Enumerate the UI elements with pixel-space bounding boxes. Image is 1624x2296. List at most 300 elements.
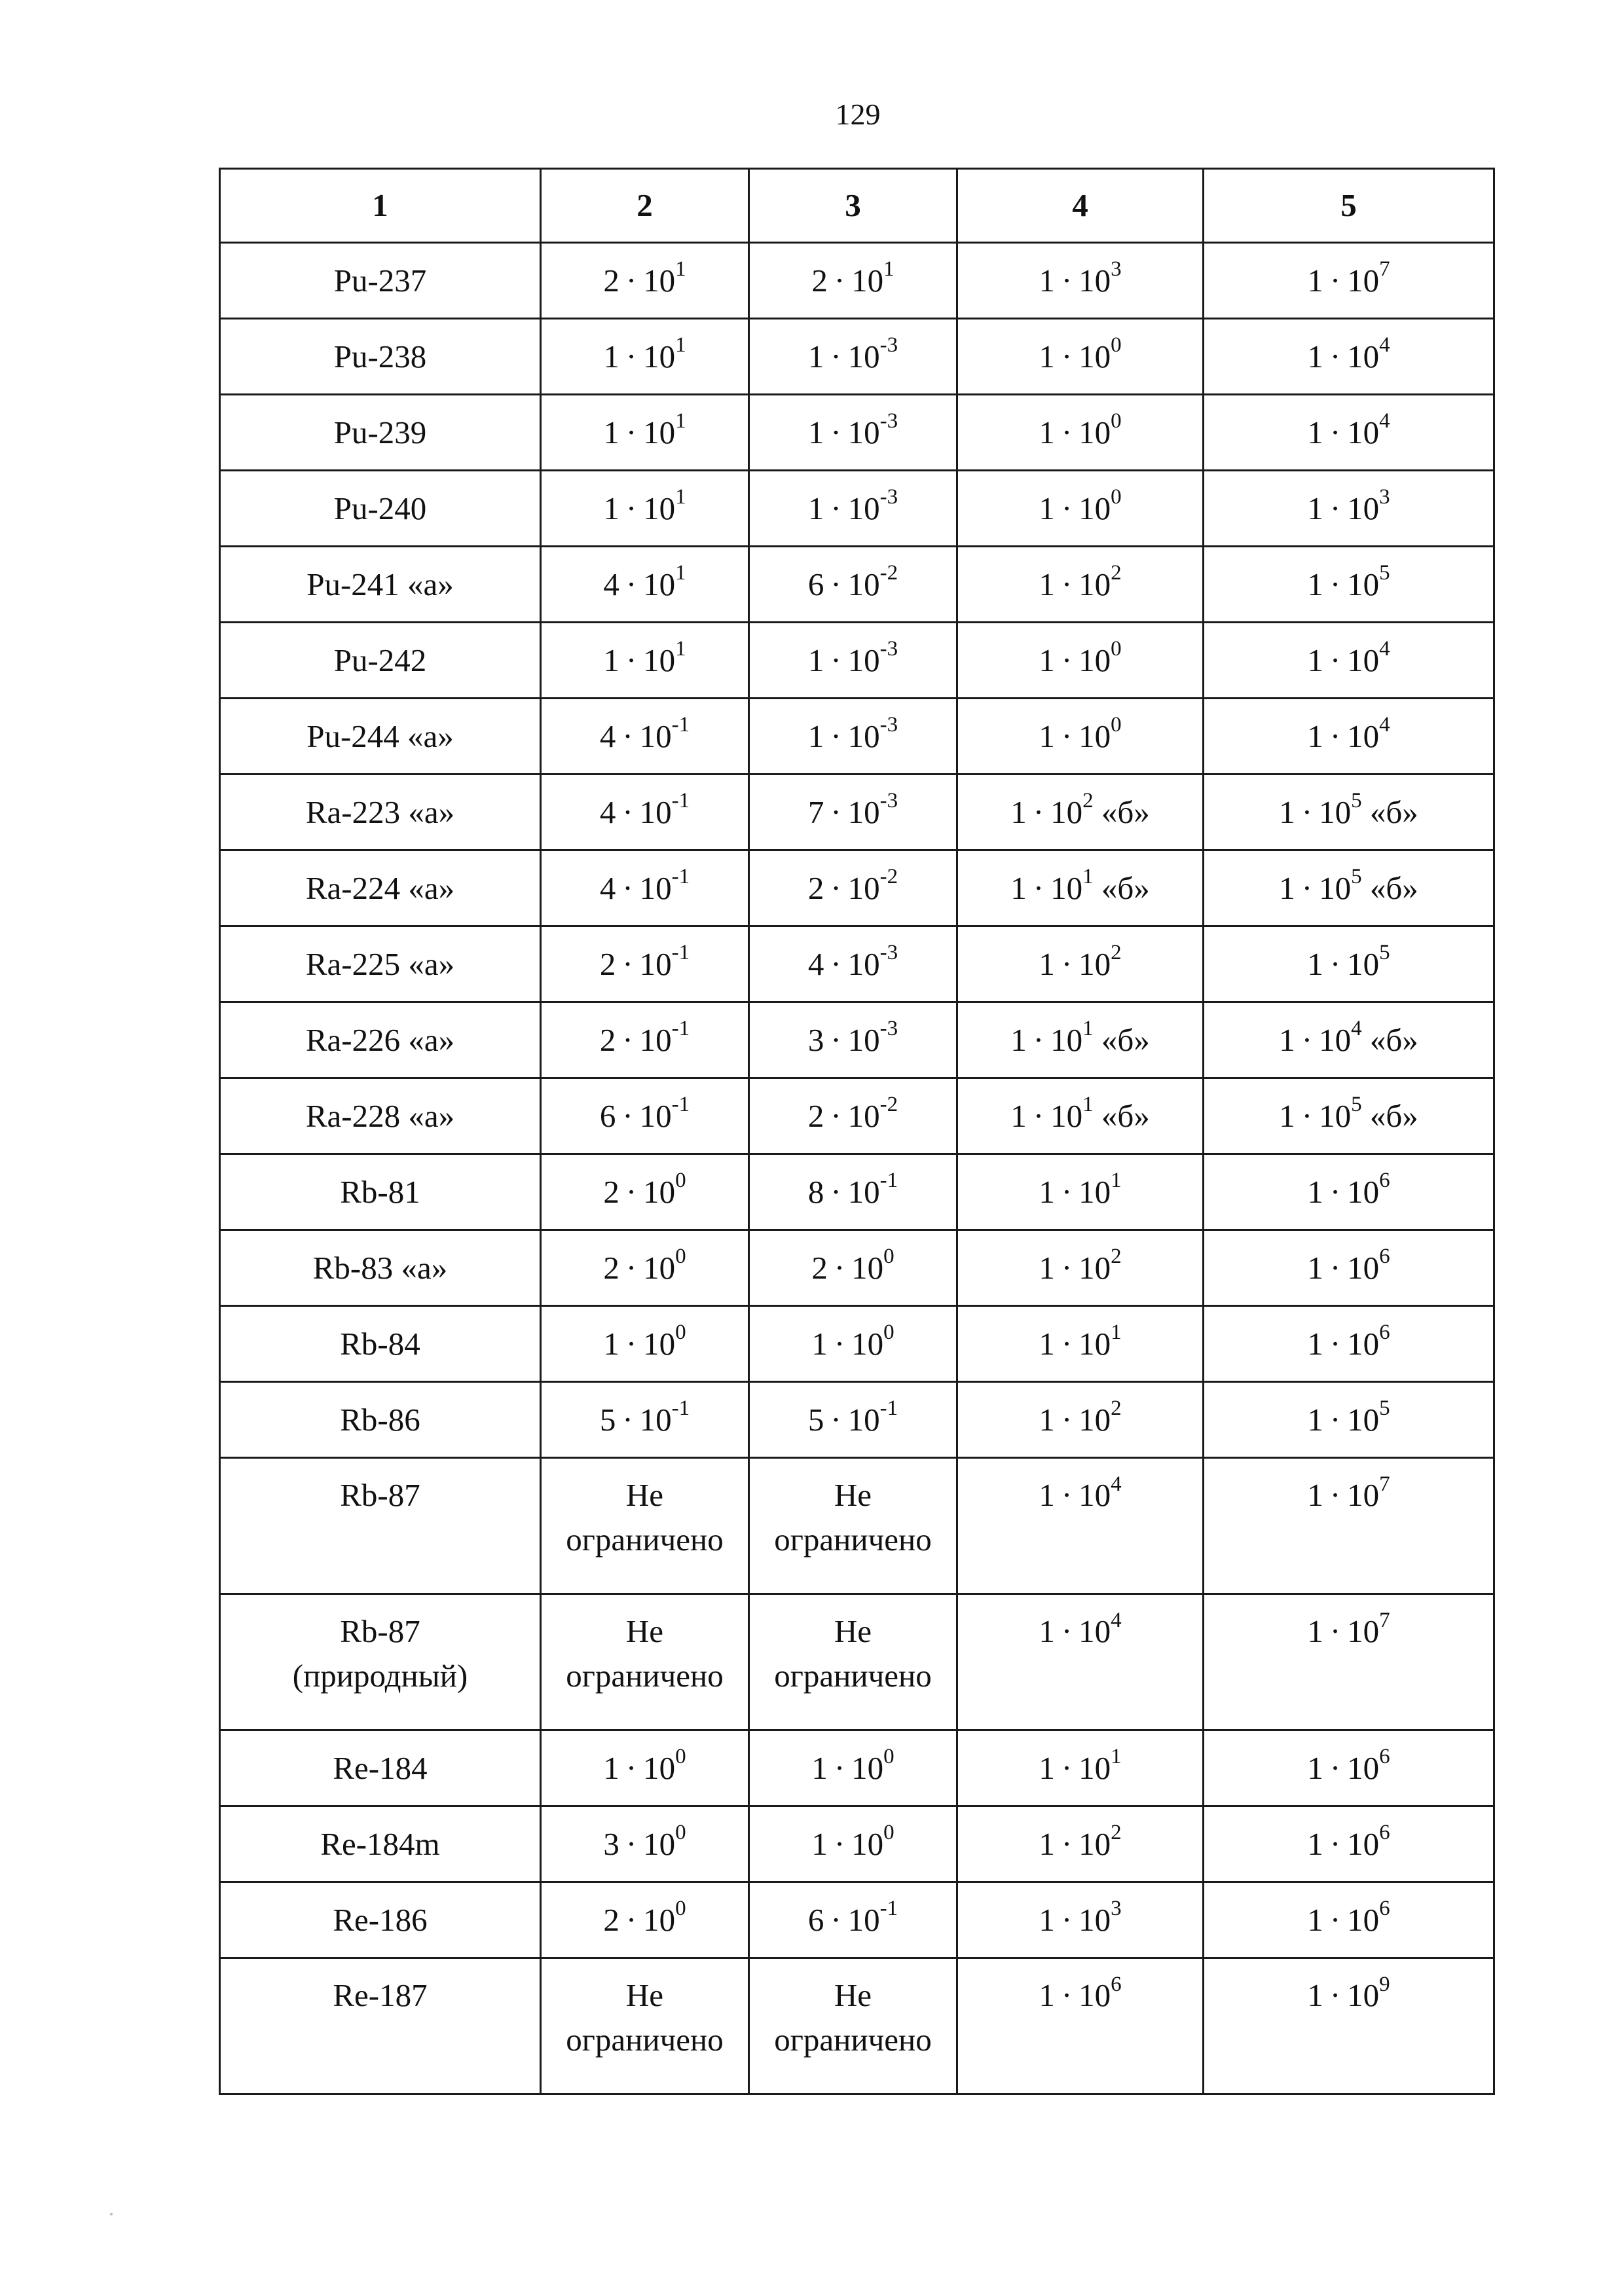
scientific-value bbox=[1307, 335, 1390, 379]
scientific-value bbox=[1039, 1322, 1121, 1366]
value-cell-col-2 bbox=[541, 243, 749, 319]
base-ten: 10 bbox=[1347, 1325, 1380, 1362]
scientific-value bbox=[1307, 259, 1390, 303]
nuclide-name: Rb-84 bbox=[340, 1325, 420, 1362]
value-cell-col-5 bbox=[1204, 1806, 1494, 1882]
value-cell-col-2 bbox=[541, 1154, 749, 1230]
multiplication-dot: · bbox=[830, 338, 841, 374]
scientific-value bbox=[808, 714, 898, 759]
multiplication-dot: · bbox=[622, 1097, 633, 1134]
value-cell-col-3 bbox=[749, 1958, 957, 2094]
unlimited-text: Не bbox=[625, 1977, 664, 2013]
scientific-value bbox=[1307, 1398, 1390, 1442]
exponent: 2 bbox=[1111, 561, 1122, 585]
exponent: 6 bbox=[1379, 1245, 1390, 1269]
nuclide-cell bbox=[220, 774, 541, 850]
base-ten: 10 bbox=[851, 1325, 884, 1362]
table-row bbox=[220, 319, 1494, 395]
exponent: 1 bbox=[1111, 1321, 1122, 1345]
base-ten: 10 bbox=[1347, 945, 1380, 982]
nuclide-name: Pu-241 «а» bbox=[306, 566, 454, 602]
multiplication-dot: · bbox=[1301, 793, 1313, 830]
base-ten: 10 bbox=[1050, 793, 1083, 830]
nuclide-cell bbox=[220, 850, 541, 926]
multiplication-dot: · bbox=[622, 1401, 633, 1438]
multiplication-dot: · bbox=[834, 1325, 845, 1362]
exponent: 2 bbox=[1111, 1245, 1122, 1269]
scientific-value bbox=[603, 1246, 686, 1290]
mantissa: 2 bbox=[599, 1021, 616, 1058]
base-ten: 10 bbox=[847, 869, 880, 906]
multiplication-dot: · bbox=[834, 262, 845, 299]
exponent: -3 bbox=[879, 1017, 898, 1041]
value-cell-col-4 bbox=[957, 699, 1204, 774]
base-ten: 10 bbox=[639, 945, 672, 982]
exponent: 5 bbox=[1379, 941, 1390, 965]
base-ten: 10 bbox=[1347, 490, 1380, 526]
exponent: 0 bbox=[1111, 333, 1122, 357]
mantissa: 1 bbox=[1307, 1613, 1323, 1649]
table-row bbox=[220, 1730, 1494, 1806]
scientific-value bbox=[808, 335, 898, 379]
table-row bbox=[220, 547, 1494, 623]
multiplication-dot: · bbox=[625, 490, 637, 526]
value-cell-col-4 bbox=[957, 1958, 1204, 2094]
table-row bbox=[220, 926, 1494, 1002]
multiplication-dot: · bbox=[625, 338, 637, 374]
mantissa: 4 bbox=[599, 869, 616, 906]
mantissa: 1 bbox=[807, 414, 824, 450]
scientific-value bbox=[600, 942, 690, 987]
exponent: 6 bbox=[1379, 1321, 1390, 1345]
exponent: 5 bbox=[1351, 789, 1362, 813]
multiplication-dot: · bbox=[622, 1021, 633, 1058]
value-cell-col-5 bbox=[1204, 471, 1494, 547]
multiplication-dot: · bbox=[625, 1173, 637, 1210]
multiplication-dot: · bbox=[1329, 642, 1341, 678]
exponent: 0 bbox=[675, 1897, 686, 1921]
nuclide-name: Rb-81 bbox=[340, 1173, 420, 1210]
value-cell-col-2 bbox=[541, 1078, 749, 1154]
nuclide-name: Rb-87 bbox=[340, 1613, 420, 1649]
nuclide-name: Pu-239 bbox=[333, 414, 427, 450]
value-cell-col-4 bbox=[957, 1382, 1204, 1458]
base-ten: 10 bbox=[1347, 566, 1380, 602]
scientific-value bbox=[1307, 410, 1390, 455]
multiplication-dot: · bbox=[830, 414, 841, 450]
base-ten: 10 bbox=[1347, 338, 1380, 374]
table-row bbox=[220, 699, 1494, 774]
multiplication-dot: · bbox=[1329, 1325, 1341, 1362]
table-header bbox=[220, 169, 1494, 243]
base-ten: 10 bbox=[851, 1249, 884, 1286]
scientific-value bbox=[1039, 638, 1121, 683]
scientific-value bbox=[808, 486, 898, 531]
mantissa: 5 bbox=[599, 1401, 616, 1438]
multiplication-dot: · bbox=[1061, 1977, 1073, 2013]
exponent: 1 bbox=[1111, 1745, 1122, 1769]
scientific-value bbox=[1039, 1898, 1121, 1942]
scientific-value bbox=[1010, 1094, 1150, 1139]
multiplication-dot: · bbox=[625, 642, 637, 678]
multiplication-dot: · bbox=[830, 1901, 841, 1938]
base-ten: 10 bbox=[639, 718, 672, 754]
exponent: 1 bbox=[675, 561, 686, 585]
value-cell-col-5 bbox=[1204, 1002, 1494, 1078]
base-ten: 10 bbox=[1050, 869, 1083, 906]
mantissa: 1 bbox=[1039, 1401, 1055, 1438]
scientific-value bbox=[603, 562, 686, 607]
exponent: 1 bbox=[1082, 1093, 1094, 1117]
exponent: 2 bbox=[1082, 789, 1094, 813]
mantissa: 1 bbox=[807, 490, 824, 526]
mantissa: 1 bbox=[1039, 1325, 1055, 1362]
base-ten: 10 bbox=[847, 1021, 880, 1058]
value-cell-col-2 bbox=[541, 699, 749, 774]
base-ten: 10 bbox=[643, 642, 676, 678]
value-cell-col-4 bbox=[957, 1594, 1204, 1730]
unlimited-text: Не bbox=[834, 1477, 872, 1513]
unlimited-text: Не bbox=[625, 1477, 664, 1513]
table-row bbox=[220, 1882, 1494, 1958]
nuclide-name: Re-186 bbox=[333, 1901, 428, 1938]
base-ten: 10 bbox=[1319, 1097, 1352, 1134]
exponent: 4 bbox=[1111, 1472, 1122, 1496]
exponent: -1 bbox=[671, 1093, 690, 1117]
nuclide-name: Re-184 bbox=[333, 1749, 428, 1786]
exponent: 4 bbox=[1379, 637, 1390, 661]
nuclide-cell bbox=[220, 623, 541, 699]
base-ten: 10 bbox=[847, 566, 880, 602]
column-header-1: 1 bbox=[220, 169, 541, 243]
base-ten: 10 bbox=[643, 1249, 676, 1286]
scientific-value bbox=[1039, 1973, 1121, 2018]
page-number: 129 bbox=[835, 98, 881, 131]
mantissa: 1 bbox=[1039, 262, 1055, 299]
base-ten: 10 bbox=[847, 1097, 880, 1134]
base-ten: 10 bbox=[643, 1825, 676, 1862]
base-ten: 10 bbox=[1347, 1901, 1380, 1938]
scientific-value bbox=[1307, 562, 1390, 607]
exponent: -1 bbox=[671, 865, 690, 889]
base-ten: 10 bbox=[1347, 262, 1380, 299]
scientific-value bbox=[1279, 1094, 1418, 1139]
nuclide-cell bbox=[220, 926, 541, 1002]
radionuclide-table bbox=[219, 168, 1495, 2095]
nuclide-name: Pu-238 bbox=[333, 338, 427, 374]
exponent: -3 bbox=[879, 409, 898, 433]
base-ten: 10 bbox=[643, 414, 676, 450]
mantissa: 6 bbox=[599, 1097, 616, 1134]
table-row bbox=[220, 1306, 1494, 1382]
footnote-marker: «б» bbox=[1093, 869, 1150, 906]
exponent: 2 bbox=[1111, 1821, 1122, 1845]
scientific-value bbox=[811, 1246, 894, 1290]
scientific-value bbox=[1039, 942, 1121, 987]
exponent: 1 bbox=[1082, 1017, 1094, 1041]
base-ten: 10 bbox=[847, 1901, 880, 1938]
scientific-value bbox=[1279, 866, 1418, 911]
nuclide-cell bbox=[220, 471, 541, 547]
exponent: 1 bbox=[675, 257, 686, 282]
mantissa: 2 bbox=[807, 1097, 824, 1134]
mantissa: 1 bbox=[1307, 718, 1323, 754]
exponent: 0 bbox=[675, 1169, 686, 1193]
value-cell-col-3 bbox=[749, 699, 957, 774]
base-ten: 10 bbox=[1347, 414, 1380, 450]
base-ten: 10 bbox=[847, 490, 880, 526]
base-ten: 10 bbox=[1079, 338, 1111, 374]
value-cell-col-3 bbox=[749, 1594, 957, 1730]
base-ten: 10 bbox=[1079, 566, 1111, 602]
mantissa: 1 bbox=[603, 642, 619, 678]
base-ten: 10 bbox=[1079, 1477, 1111, 1513]
scientific-value bbox=[603, 1822, 686, 1867]
value-cell-col-4 bbox=[957, 1078, 1204, 1154]
scientific-value bbox=[603, 1170, 686, 1214]
mantissa: 1 bbox=[811, 1325, 828, 1362]
exponent: -3 bbox=[879, 713, 898, 737]
base-ten: 10 bbox=[1079, 1901, 1111, 1938]
exponent: 5 bbox=[1379, 1396, 1390, 1421]
multiplication-dot: · bbox=[1329, 1249, 1341, 1286]
nuclide-name: Ra-224 «а» bbox=[305, 869, 455, 906]
mantissa: 1 bbox=[807, 718, 824, 754]
base-ten: 10 bbox=[1347, 1477, 1380, 1513]
scientific-value bbox=[1307, 1322, 1390, 1366]
base-ten: 10 bbox=[639, 793, 672, 830]
scientific-value bbox=[1307, 714, 1390, 759]
mantissa: 2 bbox=[807, 869, 824, 906]
footnote-marker: «б» bbox=[1093, 1021, 1150, 1058]
exponent: -3 bbox=[879, 941, 898, 965]
value-cell-col-5 bbox=[1204, 1458, 1494, 1594]
multiplication-dot: · bbox=[1061, 1249, 1073, 1286]
nuclide-cell bbox=[220, 319, 541, 395]
value-cell-col-4 bbox=[957, 1730, 1204, 1806]
base-ten: 10 bbox=[851, 262, 884, 299]
exponent: -1 bbox=[671, 1017, 690, 1041]
multiplication-dot: · bbox=[1329, 1977, 1341, 2013]
scientific-value bbox=[600, 714, 690, 759]
column-header-3: 3 bbox=[749, 169, 957, 243]
exponent: 3 bbox=[1111, 257, 1122, 282]
scientific-value bbox=[603, 259, 686, 303]
multiplication-dot: · bbox=[1329, 338, 1341, 374]
value-cell-col-5 bbox=[1204, 774, 1494, 850]
nuclide-name: Rb-87 bbox=[340, 1477, 420, 1513]
base-ten: 10 bbox=[1079, 414, 1111, 450]
exponent: 9 bbox=[1379, 1972, 1390, 1996]
mantissa: 1 bbox=[1307, 1401, 1323, 1438]
exponent: 6 bbox=[1111, 1972, 1122, 1996]
mantissa: 1 bbox=[811, 1749, 828, 1786]
table-row bbox=[220, 623, 1494, 699]
nuclide-cell bbox=[220, 1230, 541, 1306]
scientific-value bbox=[603, 638, 686, 683]
value-cell-col-3 bbox=[749, 1002, 957, 1078]
value-cell-col-4 bbox=[957, 623, 1204, 699]
scientific-value bbox=[1039, 1398, 1121, 1442]
exponent: 0 bbox=[675, 1821, 686, 1845]
value-cell-col-4 bbox=[957, 1806, 1204, 1882]
multiplication-dot: · bbox=[622, 869, 633, 906]
mantissa: 3 bbox=[603, 1825, 619, 1862]
scientific-value bbox=[603, 486, 686, 531]
base-ten: 10 bbox=[639, 1401, 672, 1438]
base-ten: 10 bbox=[1079, 262, 1111, 299]
mantissa: 6 bbox=[807, 566, 824, 602]
exponent: -1 bbox=[671, 713, 690, 737]
footnote-marker: «б» bbox=[1361, 1097, 1418, 1134]
nuclide-cell bbox=[220, 1958, 541, 2094]
scientific-value bbox=[1039, 335, 1121, 379]
value-cell-col-5 bbox=[1204, 1306, 1494, 1382]
column-header-4: 4 bbox=[957, 169, 1204, 243]
value-cell-col-2 bbox=[541, 1806, 749, 1882]
mantissa: 1 bbox=[1307, 566, 1323, 602]
multiplication-dot: · bbox=[1061, 1401, 1073, 1438]
multiplication-dot: · bbox=[1061, 1901, 1073, 1938]
value-cell-col-3 bbox=[749, 1306, 957, 1382]
exponent: -3 bbox=[879, 789, 898, 813]
base-ten: 10 bbox=[851, 1825, 884, 1862]
value-cell-col-4 bbox=[957, 1002, 1204, 1078]
multiplication-dot: · bbox=[1061, 1325, 1073, 1362]
scientific-value bbox=[1307, 1822, 1390, 1867]
mantissa: 1 bbox=[1039, 1613, 1055, 1649]
multiplication-dot: · bbox=[1329, 262, 1341, 299]
multiplication-dot: · bbox=[1061, 1173, 1073, 1210]
nuclide-cell bbox=[220, 1594, 541, 1730]
multiplication-dot: · bbox=[625, 262, 637, 299]
mantissa: 1 bbox=[1279, 793, 1295, 830]
table-row bbox=[220, 243, 1494, 319]
multiplication-dot: · bbox=[1061, 490, 1073, 526]
exponent: -1 bbox=[671, 941, 690, 965]
mantissa: 1 bbox=[807, 338, 824, 374]
scientific-value bbox=[1039, 1473, 1121, 1518]
multiplication-dot: · bbox=[830, 945, 841, 982]
scientific-value bbox=[1307, 1746, 1390, 1791]
mantissa: 1 bbox=[1307, 414, 1323, 450]
base-ten: 10 bbox=[643, 1901, 676, 1938]
mantissa: 1 bbox=[1039, 945, 1055, 982]
multiplication-dot: · bbox=[830, 1021, 841, 1058]
value-cell-col-3 bbox=[749, 774, 957, 850]
nuclide-name: (природный) bbox=[292, 1658, 468, 1694]
value-cell-col-3 bbox=[749, 926, 957, 1002]
exponent: 1 bbox=[1111, 1169, 1122, 1193]
value-cell-col-5 bbox=[1204, 547, 1494, 623]
exponent: -3 bbox=[879, 333, 898, 357]
exponent: 0 bbox=[883, 1245, 895, 1269]
base-ten: 10 bbox=[1347, 1749, 1380, 1786]
nuclide-name: Pu-244 «а» bbox=[306, 718, 454, 754]
scientific-value bbox=[1307, 486, 1390, 531]
value-cell-col-3 bbox=[749, 1458, 957, 1594]
multiplication-dot: · bbox=[1329, 1613, 1341, 1649]
table-row bbox=[220, 395, 1494, 471]
mantissa: 1 bbox=[1039, 1901, 1055, 1938]
value-cell-col-2 bbox=[541, 1458, 749, 1594]
multiplication-dot: · bbox=[1301, 869, 1313, 906]
value-cell-col-2 bbox=[541, 926, 749, 1002]
value-cell-col-4 bbox=[957, 395, 1204, 471]
value-cell-col-4 bbox=[957, 1230, 1204, 1306]
exponent: 3 bbox=[1379, 485, 1390, 509]
base-ten: 10 bbox=[1347, 1173, 1380, 1210]
base-ten: 10 bbox=[847, 1401, 880, 1438]
value-cell-col-2 bbox=[541, 1382, 749, 1458]
base-ten: 10 bbox=[847, 793, 880, 830]
mantissa: 1 bbox=[603, 490, 619, 526]
scientific-value bbox=[1010, 1018, 1150, 1063]
base-ten: 10 bbox=[1079, 1325, 1111, 1362]
nuclide-name: Pu-240 bbox=[333, 490, 427, 526]
exponent: 5 bbox=[1379, 561, 1390, 585]
unlimited-text: ограничено bbox=[774, 2022, 932, 2058]
nuclide-name: Re-184m bbox=[320, 1825, 440, 1862]
mantissa: 1 bbox=[1307, 945, 1323, 982]
base-ten: 10 bbox=[847, 945, 880, 982]
scientific-value bbox=[1307, 638, 1390, 683]
value-cell-col-5 bbox=[1204, 1958, 1494, 2094]
multiplication-dot: · bbox=[834, 1249, 845, 1286]
mantissa: 1 bbox=[1307, 1173, 1323, 1210]
multiplication-dot: · bbox=[625, 1901, 637, 1938]
mantissa: 1 bbox=[1039, 338, 1055, 374]
value-cell-col-2 bbox=[541, 547, 749, 623]
exponent: 3 bbox=[1111, 1897, 1122, 1921]
value-cell-col-2 bbox=[541, 1306, 749, 1382]
mantissa: 1 bbox=[603, 338, 619, 374]
value-cell-col-3 bbox=[749, 319, 957, 395]
value-cell-col-5 bbox=[1204, 319, 1494, 395]
mantissa: 1 bbox=[1307, 642, 1323, 678]
scientific-value bbox=[600, 790, 690, 835]
exponent: 0 bbox=[1111, 713, 1122, 737]
exponent: 1 bbox=[675, 409, 686, 433]
exponent: 1 bbox=[883, 257, 895, 282]
scientific-value bbox=[1010, 866, 1150, 911]
multiplication-dot: · bbox=[830, 869, 841, 906]
table-row bbox=[220, 1806, 1494, 1882]
value-cell-col-4 bbox=[957, 547, 1204, 623]
base-ten: 10 bbox=[1050, 1021, 1083, 1058]
nuclide-name: Pu-237 bbox=[333, 262, 427, 299]
mantissa: 1 bbox=[1307, 262, 1323, 299]
exponent: -2 bbox=[879, 865, 898, 889]
exponent: -3 bbox=[879, 637, 898, 661]
nuclide-name: Re-187 bbox=[333, 1977, 428, 2013]
scientific-value bbox=[603, 410, 686, 455]
mantissa: 1 bbox=[1307, 490, 1323, 526]
scientific-value bbox=[1307, 1609, 1390, 1654]
multiplication-dot: · bbox=[830, 1173, 841, 1210]
nuclide-cell bbox=[220, 1458, 541, 1594]
multiplication-dot: · bbox=[1033, 1097, 1044, 1134]
exponent: 2 bbox=[1111, 1396, 1122, 1421]
base-ten: 10 bbox=[1050, 1097, 1083, 1134]
scientific-value bbox=[1039, 259, 1121, 303]
mantissa: 1 bbox=[1039, 1749, 1055, 1786]
multiplication-dot: · bbox=[1329, 1749, 1341, 1786]
base-ten: 10 bbox=[1319, 869, 1352, 906]
value-cell-col-3 bbox=[749, 243, 957, 319]
scientific-value bbox=[1307, 1170, 1390, 1214]
multiplication-dot: · bbox=[1329, 945, 1341, 982]
